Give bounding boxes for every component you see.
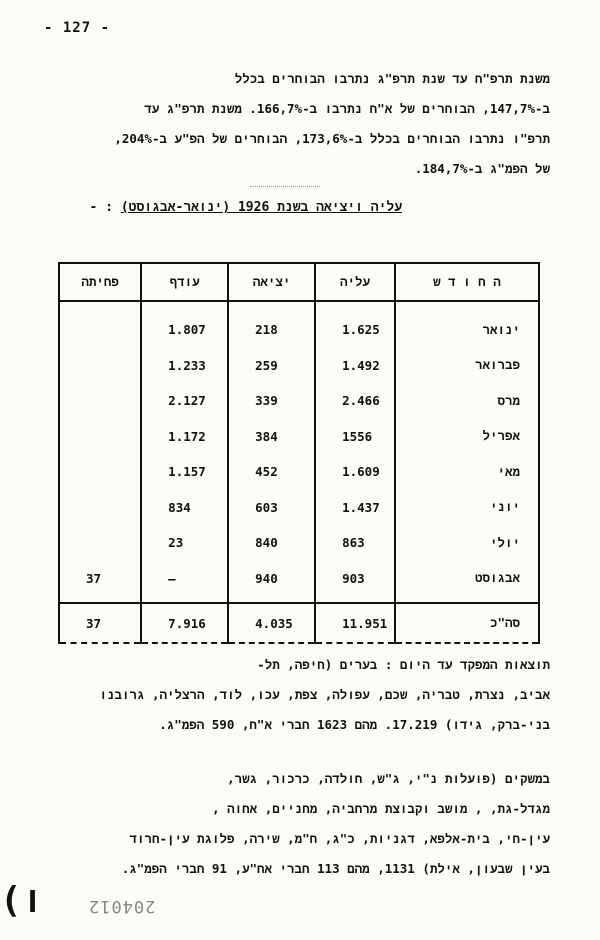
pechitah-cell (59, 348, 141, 384)
month-cell: יוני (395, 490, 539, 526)
total-label: סה"כ (395, 603, 539, 643)
yetziah-cell: 603 (228, 490, 315, 526)
month-cell: אפריל (395, 419, 539, 455)
month-cell: פברואר (395, 348, 539, 384)
aliyah-cell: 2.466 (315, 383, 395, 419)
odef-cell: 2.127 (141, 383, 228, 419)
odef-cell: 834 (141, 490, 228, 526)
aliyah-cell: 1.492 (315, 348, 395, 384)
table-row (59, 490, 539, 526)
intro-line: תרפ"ו נתרבו הבוחרים בכלל ב-173,6%, הבוחרים של הפ"ע ב-204%, (114, 131, 550, 146)
pechitah-cell (59, 419, 141, 455)
odef-cell: 23 (141, 525, 228, 561)
pechitah-cell (59, 490, 141, 526)
immigration-table (58, 262, 540, 644)
paragraph-line: במשקים (פועלות נ"י, ג"ש, חולדה, כרכור, גשר, (227, 771, 550, 786)
header-odef: עודף (141, 263, 228, 301)
margin-mark: (ו (0, 880, 44, 921)
pechitah-cell (59, 525, 141, 561)
header-pechitah: פחיתה (59, 263, 141, 301)
month-cell: מאי (395, 454, 539, 490)
paragraph-line: בעין שבעון, אילת) 1131, מהם 113 חברי אח"ע, 91 חברי הפמ"ג. (121, 861, 550, 876)
table-row (59, 454, 539, 490)
census-settlements-paragraph (36, 764, 550, 884)
odef-cell: 1.172 (141, 419, 228, 455)
header-month: ה ח ו ד ש (395, 263, 539, 301)
pechitah-cell (59, 454, 141, 490)
table-header-row (59, 263, 539, 301)
odef-cell: 1.807 (141, 301, 228, 348)
aliyah-cell: 1.437 (315, 490, 395, 526)
table-row (59, 383, 539, 419)
intro-paragraph (50, 64, 550, 184)
table-heading-text: עליה ויציאה בשנת 1926 (ינואר-אבגוסט) (120, 200, 402, 215)
month-cell: מרס (395, 383, 539, 419)
intro-line: משנת תרפ"ח עד שנת תרפ"ג נתרבו הבוחרים בכלל (234, 71, 550, 86)
month-cell: יולי (395, 525, 539, 561)
aliyah-cell: 1.625 (315, 301, 395, 348)
yetziah-cell: 940 (228, 561, 315, 604)
odef-cell: 1.233 (141, 348, 228, 384)
paragraph-line: אביב, נצרת, טבריה, שכם, עפולה, צפת, עכו, לוד, הרצליה, גרובנו (99, 687, 550, 702)
month-cell: ינואר (395, 301, 539, 348)
table-row (59, 561, 539, 604)
pechitah-cell (59, 383, 141, 419)
total-yetziah: 4.035 (228, 603, 315, 643)
aliyah-cell: 1556 (315, 419, 395, 455)
total-odef: 7.916 (141, 603, 228, 643)
yetziah-cell: 259 (228, 348, 315, 384)
header-aliyah: עליה (315, 263, 395, 301)
total-aliyah: 11.951 (315, 603, 395, 643)
odef-cell: 1.157 (141, 454, 228, 490)
pechitah-cell (59, 301, 141, 348)
table-row (59, 348, 539, 384)
paragraph-line: בני-ברק, גידו) 17.219. מהם 1623 חברי א"ח, 590 הפמ"ג. (159, 717, 550, 732)
faint-rule (250, 186, 320, 187)
yetziah-cell: 384 (228, 419, 315, 455)
odef-cell: — (141, 561, 228, 604)
aliyah-cell: 863 (315, 525, 395, 561)
yetziah-cell: 339 (228, 383, 315, 419)
month-cell: אבגוסט (395, 561, 539, 604)
page-number: - 127 - (44, 20, 111, 36)
total-pechitah: 37 (59, 603, 141, 643)
paragraph-line: עין-חי, בית-אלפא, דגניות, כ"ג, ח"מ, שירה, פלוגת עין-חרוד (129, 831, 550, 846)
intro-line: ב-147,7%, הבוחרים של א"ח נתרבו ב-166,7%. משנת תרפ"ג עד (144, 101, 550, 116)
archive-stamp: 204012 (88, 896, 156, 916)
yetziah-cell: 840 (228, 525, 315, 561)
yetziah-cell: 452 (228, 454, 315, 490)
header-yetziah: יציאה (228, 263, 315, 301)
table-row (59, 419, 539, 455)
paragraph-line: תוצאות המפקד עד היום : בערים (חיפה, תל- (257, 657, 550, 672)
aliyah-cell: 903 (315, 561, 395, 604)
table-heading (50, 200, 402, 215)
table-row (59, 525, 539, 561)
table-row (59, 301, 539, 348)
pechitah-cell: 37 (59, 561, 141, 604)
intro-line: של הפמ"ג ב-184,7%. (414, 161, 550, 176)
yetziah-cell: 218 (228, 301, 315, 348)
table-heading-suffix: : - (89, 200, 121, 215)
table-total-row (59, 603, 539, 643)
census-cities-paragraph (36, 650, 550, 740)
aliyah-cell: 1.609 (315, 454, 395, 490)
paragraph-line: מגדל-גת, , מושב וקבוצת מרחביה, מחניים, אחוה , (212, 801, 550, 816)
